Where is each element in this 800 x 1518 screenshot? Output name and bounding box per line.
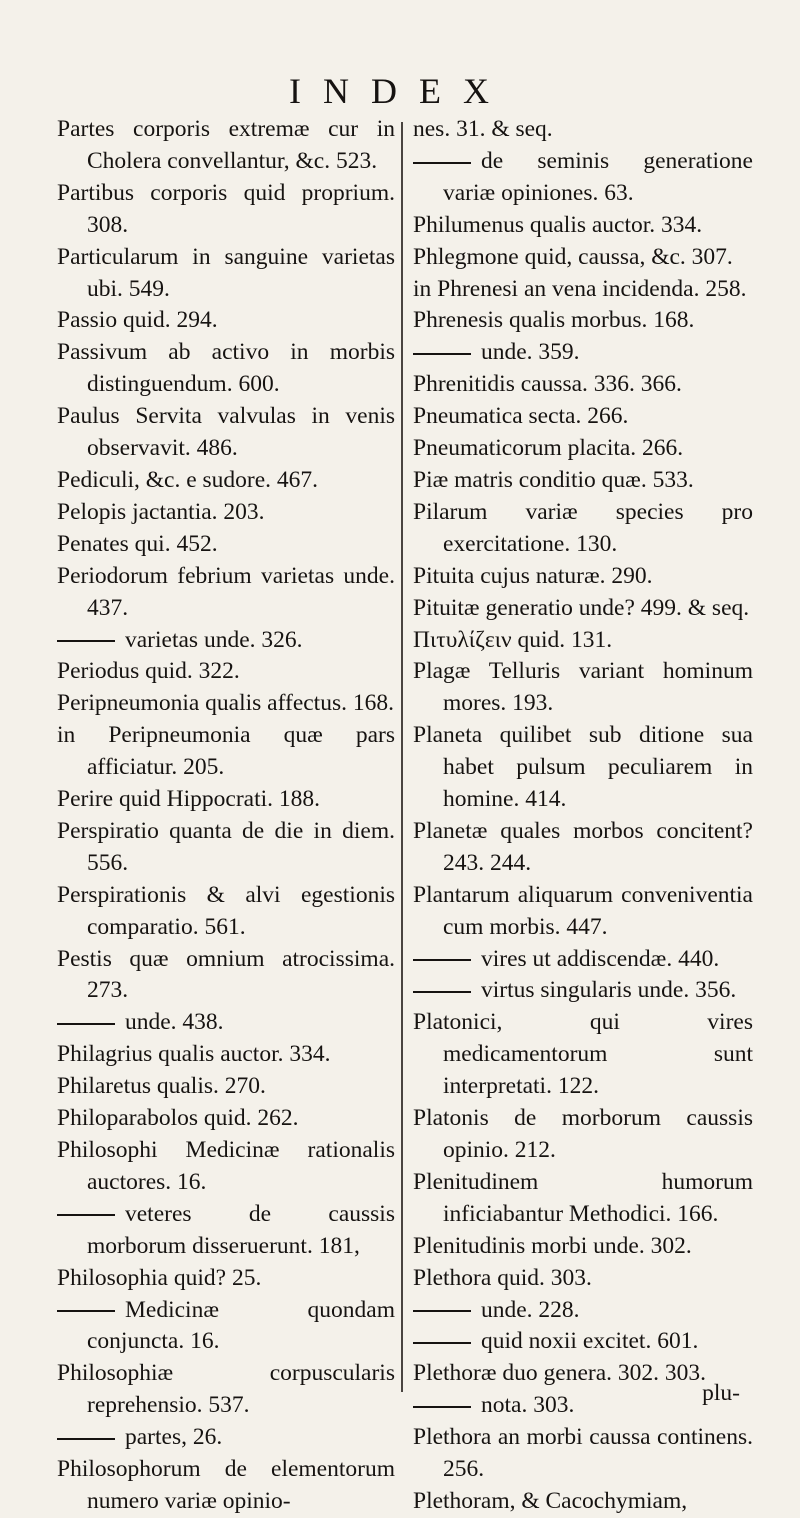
index-entry: Piæ matris conditio quæ. 533.	[413, 466, 694, 493]
entry-text: partes, 26.	[125, 1424, 223, 1451]
index-entry	[57, 1007, 395, 1039]
entry-text: varietas unde. 326.	[125, 626, 303, 653]
index-entry: Pituitæ generatio unde? 499. & seq.	[413, 594, 750, 621]
entry-text: quid noxii excitet. 601.	[481, 1328, 699, 1355]
column-divider	[401, 122, 403, 1392]
index-entry: Partibus corporis quid proprium. 308.	[57, 179, 395, 238]
index-entry: Phrenesis qualis morbus. 168.	[413, 307, 695, 334]
ditto-dash	[413, 1310, 471, 1312]
index-entry: Pneumatica secta. 266.	[413, 403, 629, 430]
index-entry: Plenitudinem humorum inficiabantur Methodici. 166.	[413, 1168, 753, 1227]
catchword: plu-	[702, 1380, 740, 1406]
index-entry: Perspirationis & alvi egestionis comparatio. 561.	[57, 881, 395, 940]
entry-text: unde. 438.	[125, 1009, 224, 1036]
index-entry: Peripneumonia qualis affectus. 168.	[57, 690, 394, 717]
entry-text: vires ut addiscendæ. 440.	[481, 945, 720, 972]
left-column	[57, 114, 395, 1518]
index-entry	[413, 1326, 753, 1358]
index-entry: Pediculi, &c. e sudore. 467.	[57, 466, 319, 493]
index-entry: Plethora quid. 303.	[413, 1264, 592, 1291]
index-entry	[57, 625, 395, 657]
ditto-dash	[57, 1438, 115, 1440]
index-entry: Planetæ quales morbos concitent? 243. 244.	[413, 817, 753, 876]
ditto-dash	[413, 1406, 471, 1408]
entry-text: unde. 228.	[481, 1296, 580, 1323]
entry-text: de seminis generatione variæ opiniones. 63.	[443, 147, 753, 206]
index-entry: in Phrenesi an vena incidenda. 258.	[413, 275, 747, 302]
index-entry: Philosophi Medicinæ rationalis auctores. 16.	[57, 1137, 395, 1195]
index-entry: Plethoræ duo genera. 302. 303.	[413, 1360, 707, 1387]
index-entry	[57, 1199, 395, 1263]
index-entry: nes. 31. & seq.	[413, 116, 553, 142]
index-entry: Philoparabolos quid. 262.	[57, 1105, 299, 1132]
index-entry: Passivum ab activo in morbis distinguendum. 600.	[57, 339, 395, 398]
entry-text: nota. 303.	[481, 1392, 575, 1419]
entry-text: veteres de caussis morborum disseruerunt. 181,	[87, 1200, 395, 1259]
index-entry: Periodorum febrium varietas unde. 437.	[57, 562, 395, 621]
ditto-dash	[413, 991, 471, 993]
ditto-dash	[413, 162, 471, 164]
index-entry: Plagæ Telluris variant hominum mores. 193.	[413, 658, 753, 717]
ditto-dash	[57, 1023, 115, 1025]
index-entry: Philagrius qualis auctor. 334.	[57, 1041, 331, 1068]
index-entry	[57, 1422, 395, 1454]
index-entry	[413, 337, 753, 369]
index-entry	[413, 1295, 753, 1327]
index-entry: Philumenus qualis auctor. 334.	[413, 211, 703, 238]
index-entry: Πιτυλίζειν quid. 131.	[413, 626, 613, 653]
index-entry: Plenitudinis morbi unde. 302.	[413, 1232, 692, 1259]
ditto-dash	[57, 640, 115, 642]
ditto-dash	[57, 1310, 115, 1312]
index-entry: Plantarum aliquarum conveniventia cum morbis. 447.	[413, 881, 753, 940]
index-entry: in Peripneumonia quæ pars afficiatur. 205.	[57, 722, 395, 781]
index-entry: Paulus Servita valvulas in venis observavit. 486.	[57, 403, 395, 462]
right-column	[413, 114, 753, 1518]
index-entry: Planeta quilibet sub ditione sua habet pulsum peculiarem in homine. 414.	[413, 722, 753, 813]
ditto-dash	[57, 1214, 115, 1216]
index-entry: Pituita cujus naturæ. 290.	[413, 562, 653, 589]
entry-text: unde. 359.	[481, 339, 580, 366]
index-entry: Plethoram, & Cacochymiam,	[413, 1487, 688, 1514]
index-entry: Passio quid. 294.	[57, 307, 218, 334]
ditto-dash	[413, 353, 471, 355]
index-entry: Platonis de morborum caussis opinio. 212.	[413, 1105, 753, 1163]
index-entry	[413, 146, 753, 210]
index-entry: Philosophorum de elementorum numero variæ opinio-	[57, 1456, 395, 1514]
entry-text: Medicinæ quondam conjuncta. 16.	[87, 1296, 395, 1355]
index-entry: Philosophiæ corpuscularis reprehensio. 537.	[57, 1360, 395, 1419]
index-entry: Pneumaticorum placita. 266.	[413, 435, 684, 462]
index-entry: Phrenitidis caussa. 336. 366.	[413, 371, 682, 398]
index-entry: Philaretus qualis. 270.	[57, 1073, 266, 1100]
index-entry: Pilarum variæ species pro exercitatione. 130.	[413, 498, 753, 557]
entry-text: virtus singularis unde. 356.	[481, 977, 737, 1004]
page-title: INDEX	[289, 71, 511, 111]
ditto-dash	[413, 959, 471, 961]
index-entry: Periodus quid. 322.	[57, 658, 240, 685]
index-entry	[57, 1295, 395, 1359]
index-entry: Perire quid Hippocrati. 188.	[57, 786, 321, 813]
index-entry	[413, 975, 753, 1007]
index-entry: Partes corporis extremæ cur in Cholera convellantur, &c. 523.	[57, 116, 395, 174]
index-entry: Perspiratio quanta de die in diem. 556.	[57, 817, 395, 876]
index-entry: Particularum in sanguine varietas ubi. 549.	[57, 243, 395, 302]
index-entry: Penates qui. 452.	[57, 530, 218, 557]
index-entry: Pelopis jactantia. 203.	[57, 498, 265, 525]
index-entry	[413, 944, 753, 976]
index-entry: Plethora an morbi caussa continens. 256.	[413, 1424, 753, 1483]
index-entry: Platonici, qui vires medicamentorum sunt interpretati. 122.	[413, 1009, 753, 1100]
ditto-dash	[413, 1342, 471, 1344]
index-entry: Phlegmone quid, caussa, &c. 307.	[413, 243, 733, 270]
index-entry: Philosophia quid? 25.	[57, 1264, 262, 1291]
index-entry: Pestis quæ omnium atrocissima. 273.	[57, 945, 395, 1004]
